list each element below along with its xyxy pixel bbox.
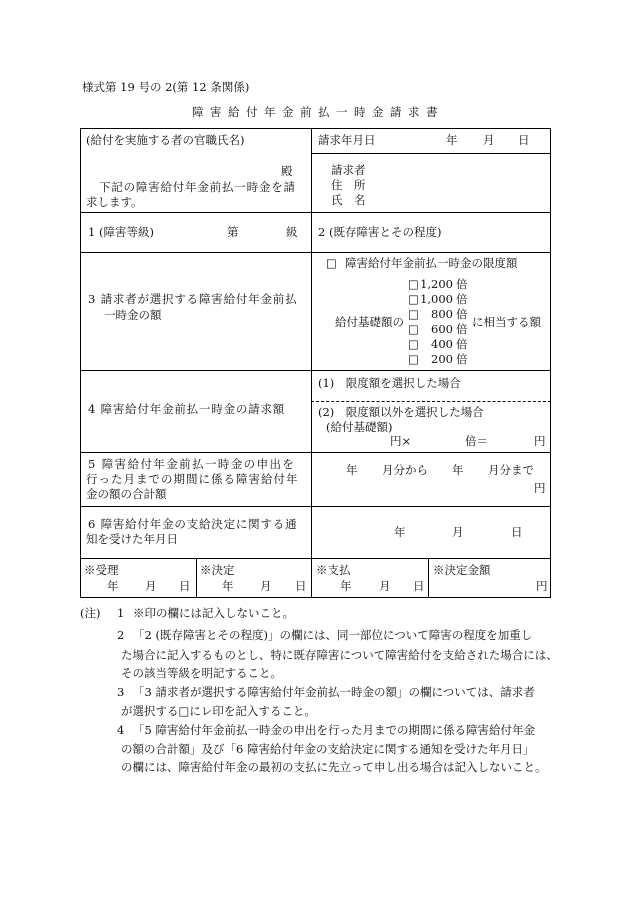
multiple-value: 200: [431, 352, 453, 366]
decision-notice-label: 知を受けた年月日: [86, 532, 178, 546]
column-divider: [196, 558, 197, 598]
row-divider: [80, 452, 551, 453]
note-line: 「3 請求者が選択する障害給付年金前払一時金の額」の欄については、請求者: [133, 685, 535, 699]
multiple-value: 1,000: [420, 292, 453, 306]
office-payment-label: ※支払: [316, 563, 351, 577]
note-number: 3: [117, 685, 125, 699]
limit-amount-label: 障害給付年金前払一時金の限度額: [345, 256, 518, 270]
note-line: た場合に記入するものとし、特に既存障害について障害給付を支給された場合には、: [121, 648, 558, 662]
period-to-month: 月分まで: [488, 463, 534, 477]
note-line: その該当等級を明記すること。: [121, 666, 282, 680]
note-line: ※印の欄には記入しないこと。: [133, 606, 294, 620]
multiple-value: 1,200: [420, 277, 453, 291]
column-divider: [311, 128, 312, 598]
pension-total-yen: 円: [534, 481, 546, 495]
request-date-day: 日: [518, 133, 530, 147]
multiple-checkbox: □: [408, 322, 419, 336]
multiple-value: 400: [431, 337, 453, 351]
note-line: 「2 (既存障害とその程度)」の欄には、同一部位について障害の程度を加重し: [133, 628, 533, 642]
office-decision-label: ※決定: [200, 563, 235, 577]
office-decision-year: 年: [222, 579, 234, 593]
office-receipt-month: 月: [145, 579, 157, 593]
claimant-address-label: 住 所: [331, 178, 366, 192]
office-payment-day: 日: [413, 579, 425, 593]
request-statement-line: 下記の障害給付年金前払一時金を請: [99, 180, 296, 194]
form-title: 障害給付年金前払一時金請求書: [192, 105, 444, 119]
dashed-divider: [311, 401, 551, 402]
period-to-year: 年: [452, 463, 464, 477]
multiple-value: 600: [431, 322, 453, 336]
office-payment-month: 月: [379, 579, 391, 593]
multiple-unit: 倍: [456, 277, 468, 291]
request-statement-line: 求します。: [86, 195, 143, 209]
office-amount-label: ※決定金額: [433, 563, 491, 577]
formula-times-equals: 倍＝: [465, 434, 488, 448]
office-receipt-year: 年: [107, 579, 119, 593]
selected-amount-label: 一時金の額: [104, 308, 162, 322]
multiple-unit: 倍: [456, 292, 468, 306]
claimant-label: 請求者: [331, 163, 366, 177]
office-payment-year: 年: [340, 579, 352, 593]
row-divider: [80, 252, 551, 253]
base-amount-label: 給付基礎額の: [335, 315, 404, 329]
note-number: 1: [117, 606, 125, 620]
note-line: の欄には、障害給付年金の最初の支払に先立って申し出る場合は記入しないこと。: [121, 760, 547, 774]
addressee-label: (給付を実施する者の官職氏名): [86, 133, 245, 147]
request-date-month: 月: [483, 133, 495, 147]
disability-grade-prefix: 第: [227, 225, 239, 239]
row-divider: [80, 506, 551, 507]
multiple-checkbox: □: [408, 337, 419, 351]
claim-base-amount-label: (給付基礎額): [326, 420, 393, 434]
note-line: 「5 障害給付年金前払一時金の申出を行った月までの期間に係る障害給付年金: [133, 723, 535, 737]
claim-form-table: [80, 128, 551, 598]
claim-case-other: (2) 限度額以外を選択した場合: [318, 405, 484, 419]
request-date-label: 請求年月日: [318, 133, 376, 147]
claim-case-limit: (1) 限度額を選択した場合: [318, 376, 461, 390]
period-from-month: 月分から: [382, 463, 428, 477]
row-divider: [80, 370, 551, 371]
disability-grade-suffix: 級: [286, 225, 298, 239]
pension-total-label: 金の額の合計額: [86, 487, 167, 501]
office-receipt-label: ※受理: [84, 563, 119, 577]
form-number: 様式第 19 号の 2(第 12 条関係): [82, 80, 250, 94]
office-decision-day: 日: [295, 579, 307, 593]
formula-yen: 円: [534, 434, 546, 448]
multiple-unit: 倍: [456, 352, 468, 366]
multiple-unit: 倍: [456, 307, 468, 321]
note-line: の額の合計額」及び「6 障害給付年金の支給決定に関する通知を受けた年月日」: [121, 742, 535, 756]
period-from-year: 年: [346, 463, 358, 477]
pension-total-label: 5 障害給付年金前払一時金の申出を: [88, 457, 296, 471]
disability-grade-label: 1 (障害等級): [88, 225, 154, 239]
limit-amount-checkbox: □: [326, 256, 337, 270]
decision-notice-month: 月: [452, 525, 464, 539]
formula-yen-times: 円×: [390, 434, 412, 448]
notes-heading: (注): [80, 606, 101, 620]
office-amount-yen: 円: [536, 579, 548, 593]
note-line: が選択する□にレ印を記入すること。: [121, 704, 316, 718]
selected-amount-label: 3 請求者が選択する障害給付年金前払: [88, 292, 298, 306]
equivalent-amount-label: に相当する額: [472, 315, 541, 329]
request-date-year: 年: [446, 133, 458, 147]
addressee-honorific: 殿: [281, 164, 293, 178]
multiple-checkbox: □: [408, 277, 419, 291]
multiple-checkbox: □: [408, 352, 419, 366]
multiple-checkbox: □: [408, 307, 419, 321]
office-receipt-day: 日: [179, 579, 191, 593]
decision-notice-day: 日: [511, 525, 523, 539]
row-divider: [80, 558, 551, 559]
decision-notice-label: 6 障害給付年金の支給決定に関する通: [88, 517, 298, 531]
decision-notice-year: 年: [394, 525, 406, 539]
claim-amount-label: 4 障害給付年金前払一時金の請求額: [88, 402, 286, 416]
multiple-unit: 倍: [456, 337, 468, 351]
column-divider: [428, 558, 429, 598]
row-divider: [80, 212, 551, 213]
request-date-divider: [311, 153, 551, 154]
multiple-unit: 倍: [456, 322, 468, 336]
existing-disability-label: 2 (既存障害とその程度): [318, 225, 442, 239]
office-decision-month: 月: [260, 579, 272, 593]
multiple-checkbox: □: [408, 292, 419, 306]
multiple-value: 800: [431, 307, 453, 321]
pension-total-label: 行った月までの期間に係る障害給付年: [86, 472, 299, 486]
claimant-name-label: 氏 名: [331, 193, 366, 207]
note-number: 4: [117, 723, 125, 737]
note-number: 2: [117, 628, 125, 642]
notes: [80, 600, 560, 780]
